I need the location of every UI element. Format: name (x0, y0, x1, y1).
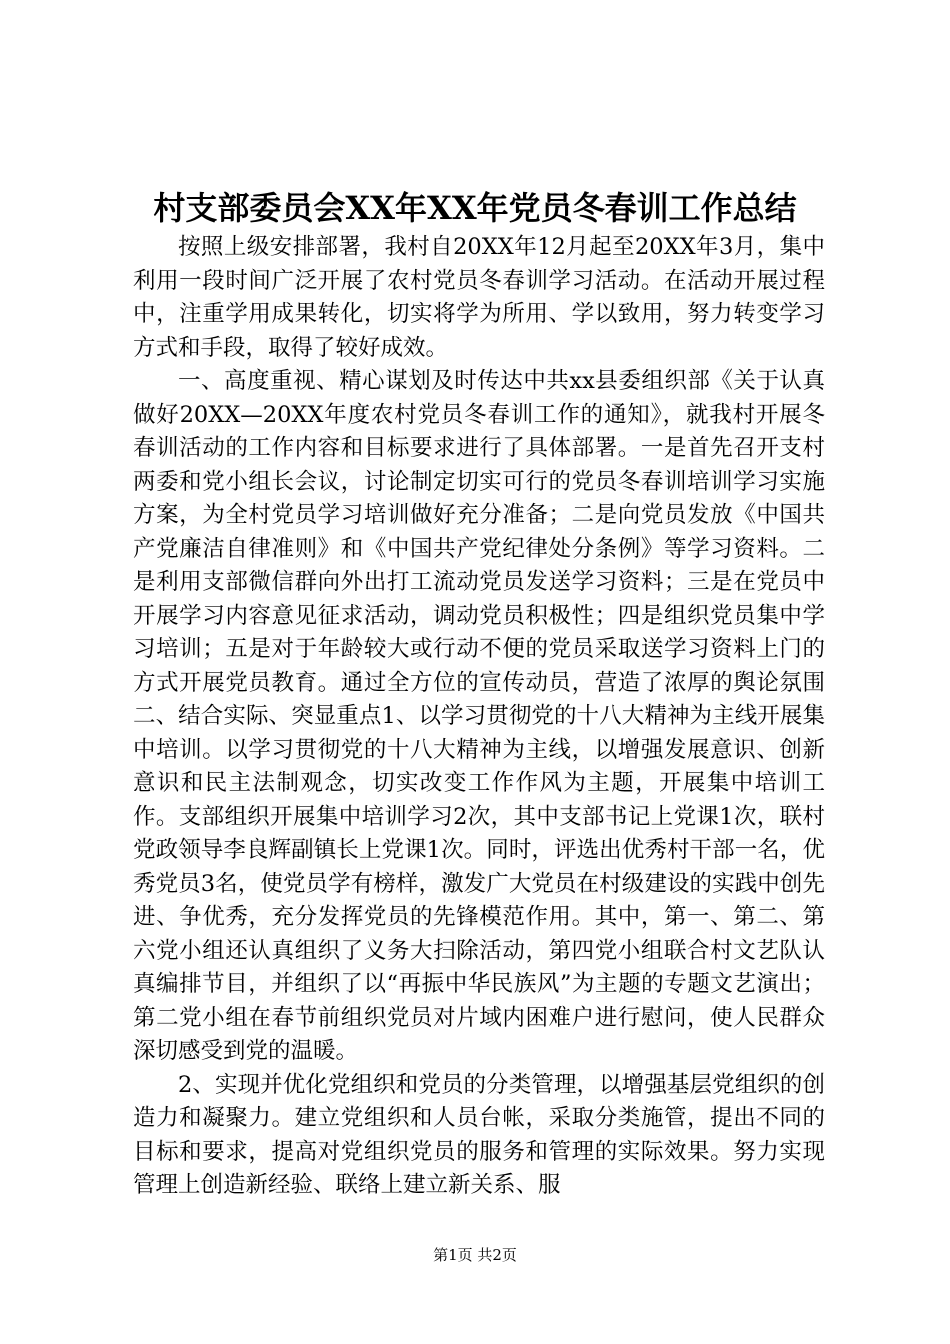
document-title: 村支部委员会XX年XX年党员冬春训工作总结 (153, 189, 797, 227)
document-body (133, 231, 825, 1203)
paragraph-intro: 按照上级安排部署，我村自20XX年12月起至20XX年3月，集中利用一段时间广泛开展了农村党员冬春训学习活动。在活动开展过程中，注重学用成果转化，切实将学为所用、学以致用，努力转变学习方式和手段，取得了较好成效。 (133, 234, 825, 361)
page-footer: 第1页 共2页 (433, 1246, 517, 1264)
paragraph-section-two: 2、实现并优化党组织和党员的分类管理，以增强基层党组织的创造力和凝聚力。建立党组织和人员台帐，采取分类施管，提出不同的目标和要求，提高对党组织党员的服务和管理的实际效果。努力实现管理上创造新经验、联络上建立新关系、服 (133, 1071, 825, 1198)
paragraph-section-one: 一、高度重视、精心谋划及时传达中共xx县委组织部《关于认真做好20XX—20XX年度农村党员冬春训工作的通知》，就我村开展冬春训活动的工作内容和目标要求进行了具体部署。一是首先召开支村两委和党小组长会议，讨论制定切实可行的党员冬春训培训学习实施方案，为全村党员学习培训做好充分准备；二是向党员发放《中国共产党廉洁自律准则》和《中国共产党纪律处分条例》等学习资料。二是利用支部微信群向外出打工流动党员发送学习资料；三是在党员中开展学习内容意见征求活动，调动党员积极性；四是组织党员集中学习培训；五是对于年龄较大或行动不便的党员采取送学习资料上门的方式开展党员教育。通过全方位的宣传动员，营造了浓厚的舆论氛围二、结合实际、突显重点1、以学习贯彻党的十八大精神为主线开展集中培训。以学习贯彻党的十八大精神为主线，以增强发展意识、创新意识和民主法制观念，切实改变工作作风为主题，开展集中培训工作。支部组织开展集中培训学习2次，其中支部书记上党课1次，联村党政领导李良辉副镇长上党课1次。同时，评选出优秀村干部一名，优秀党员3名，使党员学有榜样，激发广大党员在村级建设的实践中创先进、争优秀，充分发挥党员的先锋模范作用。其中，第一、第二、第六党小组还认真组织了义务大扫除活动，第四党小组联合村文艺队认真编排节目，并组织了以“再振中华民族风”为主题的专题文艺演出；第二党小组在春节前组织党员对片域内困难户进行慰问，使人民群众深切感受到党的温暖。 (133, 368, 825, 1064)
